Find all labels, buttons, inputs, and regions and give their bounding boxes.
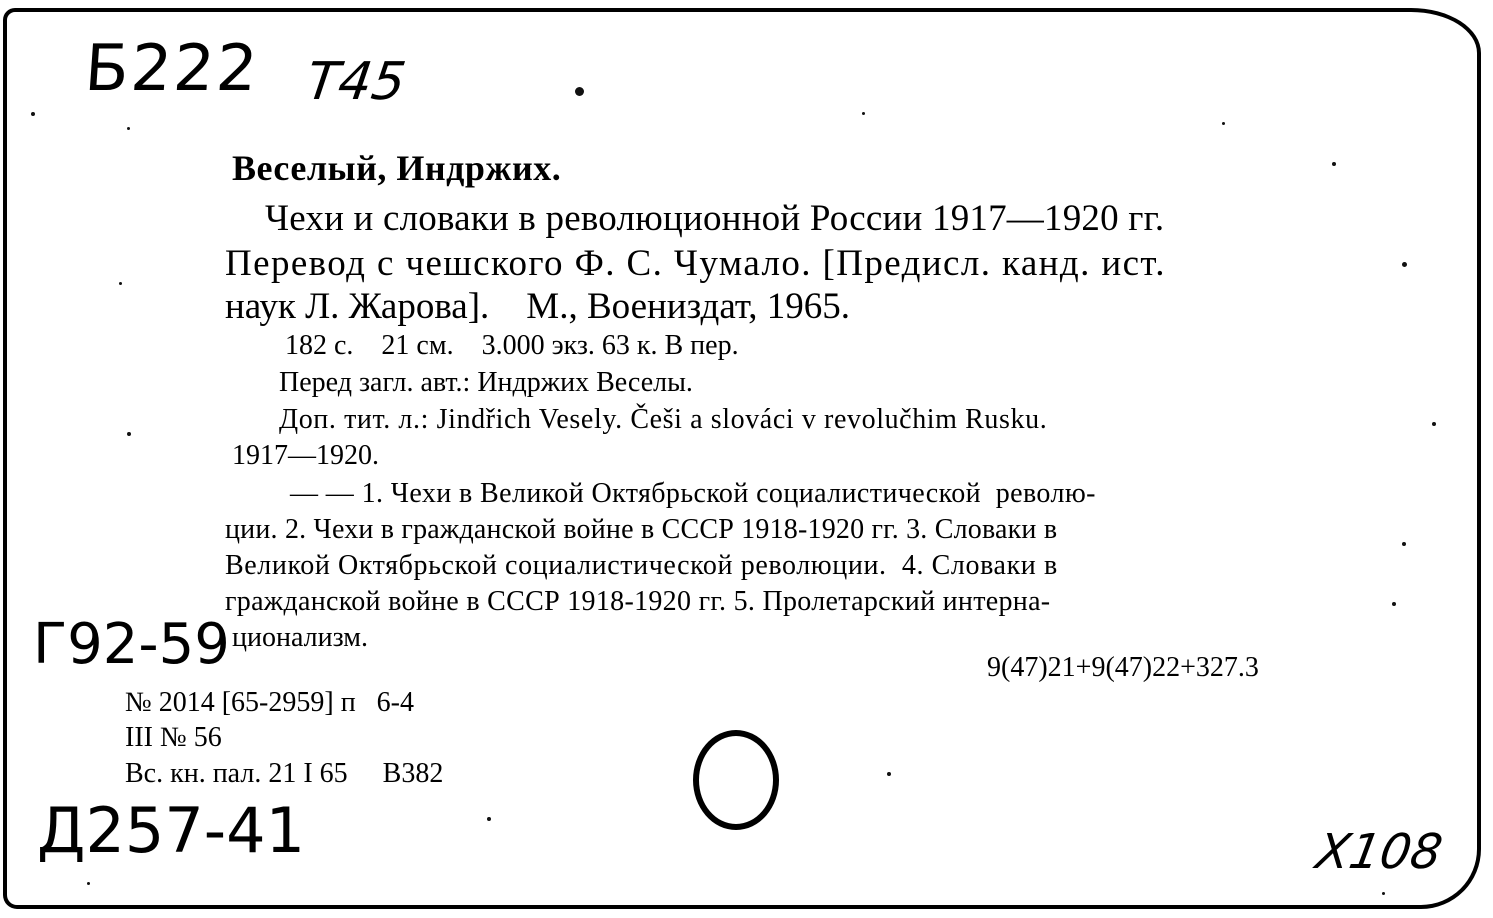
subject-line-3: Великой Октябрьской социалистической революции. 4. Словаки в [225,550,1058,581]
scan-speck [127,127,130,130]
subject-line-5: ционализм. [232,622,368,653]
handwritten-corner-mark: Х108 [1312,824,1447,880]
note-author-line: Перед загл. авт.: Индржих Веселы. [279,367,693,398]
scan-speck [1432,422,1436,426]
scan-speck [31,112,35,116]
record-heading: Веселый, Индржих. [232,148,562,188]
scan-speck [1402,542,1406,546]
scan-speck [887,772,891,776]
scan-speck [1382,892,1385,895]
collation-line: 182 с. 21 см. 3.000 экз. 63 к. В пер. [285,330,739,361]
scan-speck [1392,602,1396,606]
scan-speck [1332,162,1336,166]
subject-line-4: гражданской войне в СССР 1918-1920 гг. 5. Пролетарский интерна- [225,586,1051,617]
scan-speck [87,882,90,885]
handwritten-author-mark: Т45 [302,52,410,112]
note-title-line-2: 1917—1920. [232,440,379,471]
scan-speck [1402,262,1407,267]
handwritten-shelf-mark-1: Г92-59 [33,612,230,677]
note-title-line-1: Доп. тит. л.: Jindřich Vesely. Češi a slováci v revolučhim Rusku. [279,404,1048,435]
title-line-2: Перевод с чешского Ф. С. Чумало. [Предисл. канд. ист. [225,243,1166,284]
subject-line-1: — — 1. Чехи в Великой Октябрьской социалистической револю- [290,478,1096,509]
order-line: № 2014 [65-2959] п 6-4 [125,687,414,718]
scan-speck [862,112,865,115]
subject-line-2: ции. 2. Чехи в гражданской войне в СССР 1918-1920 гг. 3. Словаки в [225,514,1058,545]
title-line-1: Чехи и словаки в революционной России 1917—1920 гг. [265,198,1165,239]
scan-speck [575,87,584,96]
series-line: III № 56 [125,722,222,753]
classification-number: 9(47)21+9(47)22+327.3 [987,652,1259,683]
scan-speck [1222,122,1225,125]
press-line: Вс. кн. пал. 21 I 65 В382 [125,758,444,789]
handwritten-call-number: Б222 [82,32,262,106]
scan-speck [119,282,122,285]
catalog-card [3,8,1481,909]
scan-speck [127,432,131,436]
punch-hole [693,730,779,830]
title-line-3: наук Л. Жарова]. М., Воениздат, 1965. [225,286,850,327]
scan-speck [487,817,491,821]
handwritten-shelf-mark-2: Д257-41 [37,794,306,867]
